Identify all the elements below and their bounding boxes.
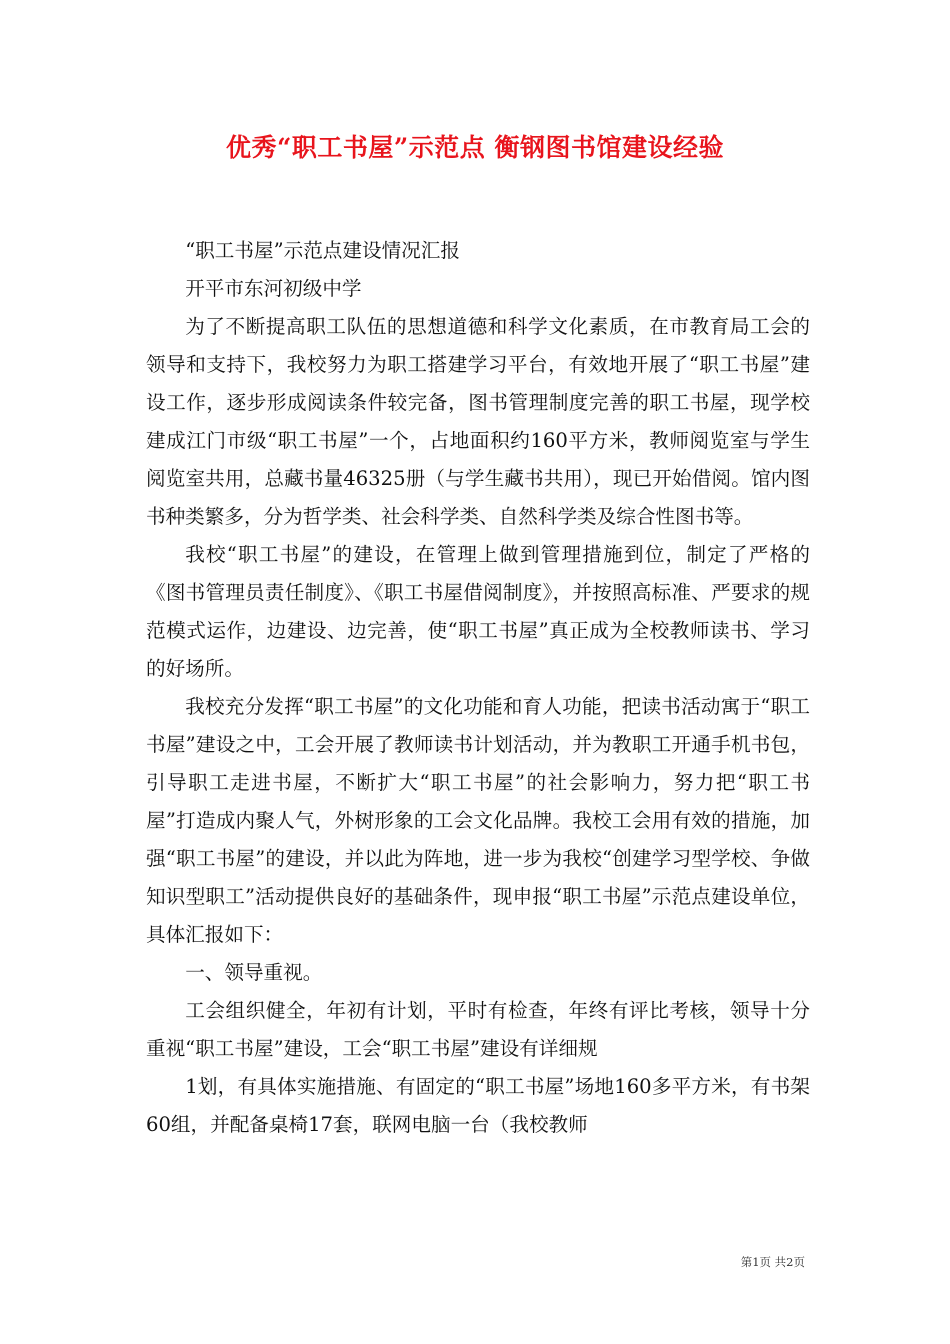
- report-heading: “职工书屋”示范点建设情况汇报: [185, 239, 460, 262]
- page-number: 第1页 共2页: [740, 1255, 805, 1269]
- paragraph-activities: 我校充分发挥“职工书屋”的文化功能和育人功能，把读书活动寓于“职工书屋”建设之中，工会开展了教师读书计划活动，并为教职工开通手机书包，引导职工走进书屋，不断扩大“职工书屋”的社会影响力，努力把“职工书屋”打造成内聚人气，外树形象的工会文化品牌。我校工会用有效的措施，加强“职工书屋”的建设，并以此为阵地，进一步为我校“创建学习型学校、争做知识型职工”活动提供良好的基础条件，现申报“职工书屋”示范点建设单位，具体汇报如下：: [146, 695, 810, 946]
- section-heading-leadership: 一、领导重视。: [185, 961, 323, 984]
- paragraph-management: 我校“职工书屋”的建设，在管理上做到管理措施到位，制定了严格的《图书管理员责任制度》、《职工书屋借阅制度》，并按照高标准、严要求的规范模式运作，边建设、边完善，使“职工书屋”真正成为全校教师读书、学习的好场所。: [146, 543, 810, 680]
- document-title: 优秀“职工书屋”示范点 衡钢图书馆建设经验: [226, 133, 724, 162]
- paragraph-intro: 为了不断提高职工队伍的思想道德和科学文化素质，在市教育局工会的领导和支持下，我校努力为职工搭建学习平台，有效地开展了“职工书屋”建设工作，逐步形成阅读条件较完备，图书管理制度完善的职工书屋，现学校建成江门市级“职工书屋”一个，占地面积约160平方米，教师阅览室与学生阅览室共用，总藏书量46325册（与学生藏书共用），现已开始借阅。馆内图书种类繁多，分为哲学类、社会科学类、自然科学类及综合性图书等。: [146, 315, 810, 528]
- document-body: [146, 232, 810, 1144]
- school-name: 开平市东河初级中学: [185, 277, 362, 300]
- paragraph-facilities: 1划，有具体实施措施、有固定的“职工书屋”场地160多平方米，有书架60组，并配备桌椅17套，联网电脑一台（我校教师: [146, 1075, 810, 1136]
- paragraph-leadership: 工会组织健全，年初有计划，平时有检查，年终有评比考核，领导十分重视“职工书屋”建设，工会“职工书屋”建设有详细规: [146, 999, 810, 1060]
